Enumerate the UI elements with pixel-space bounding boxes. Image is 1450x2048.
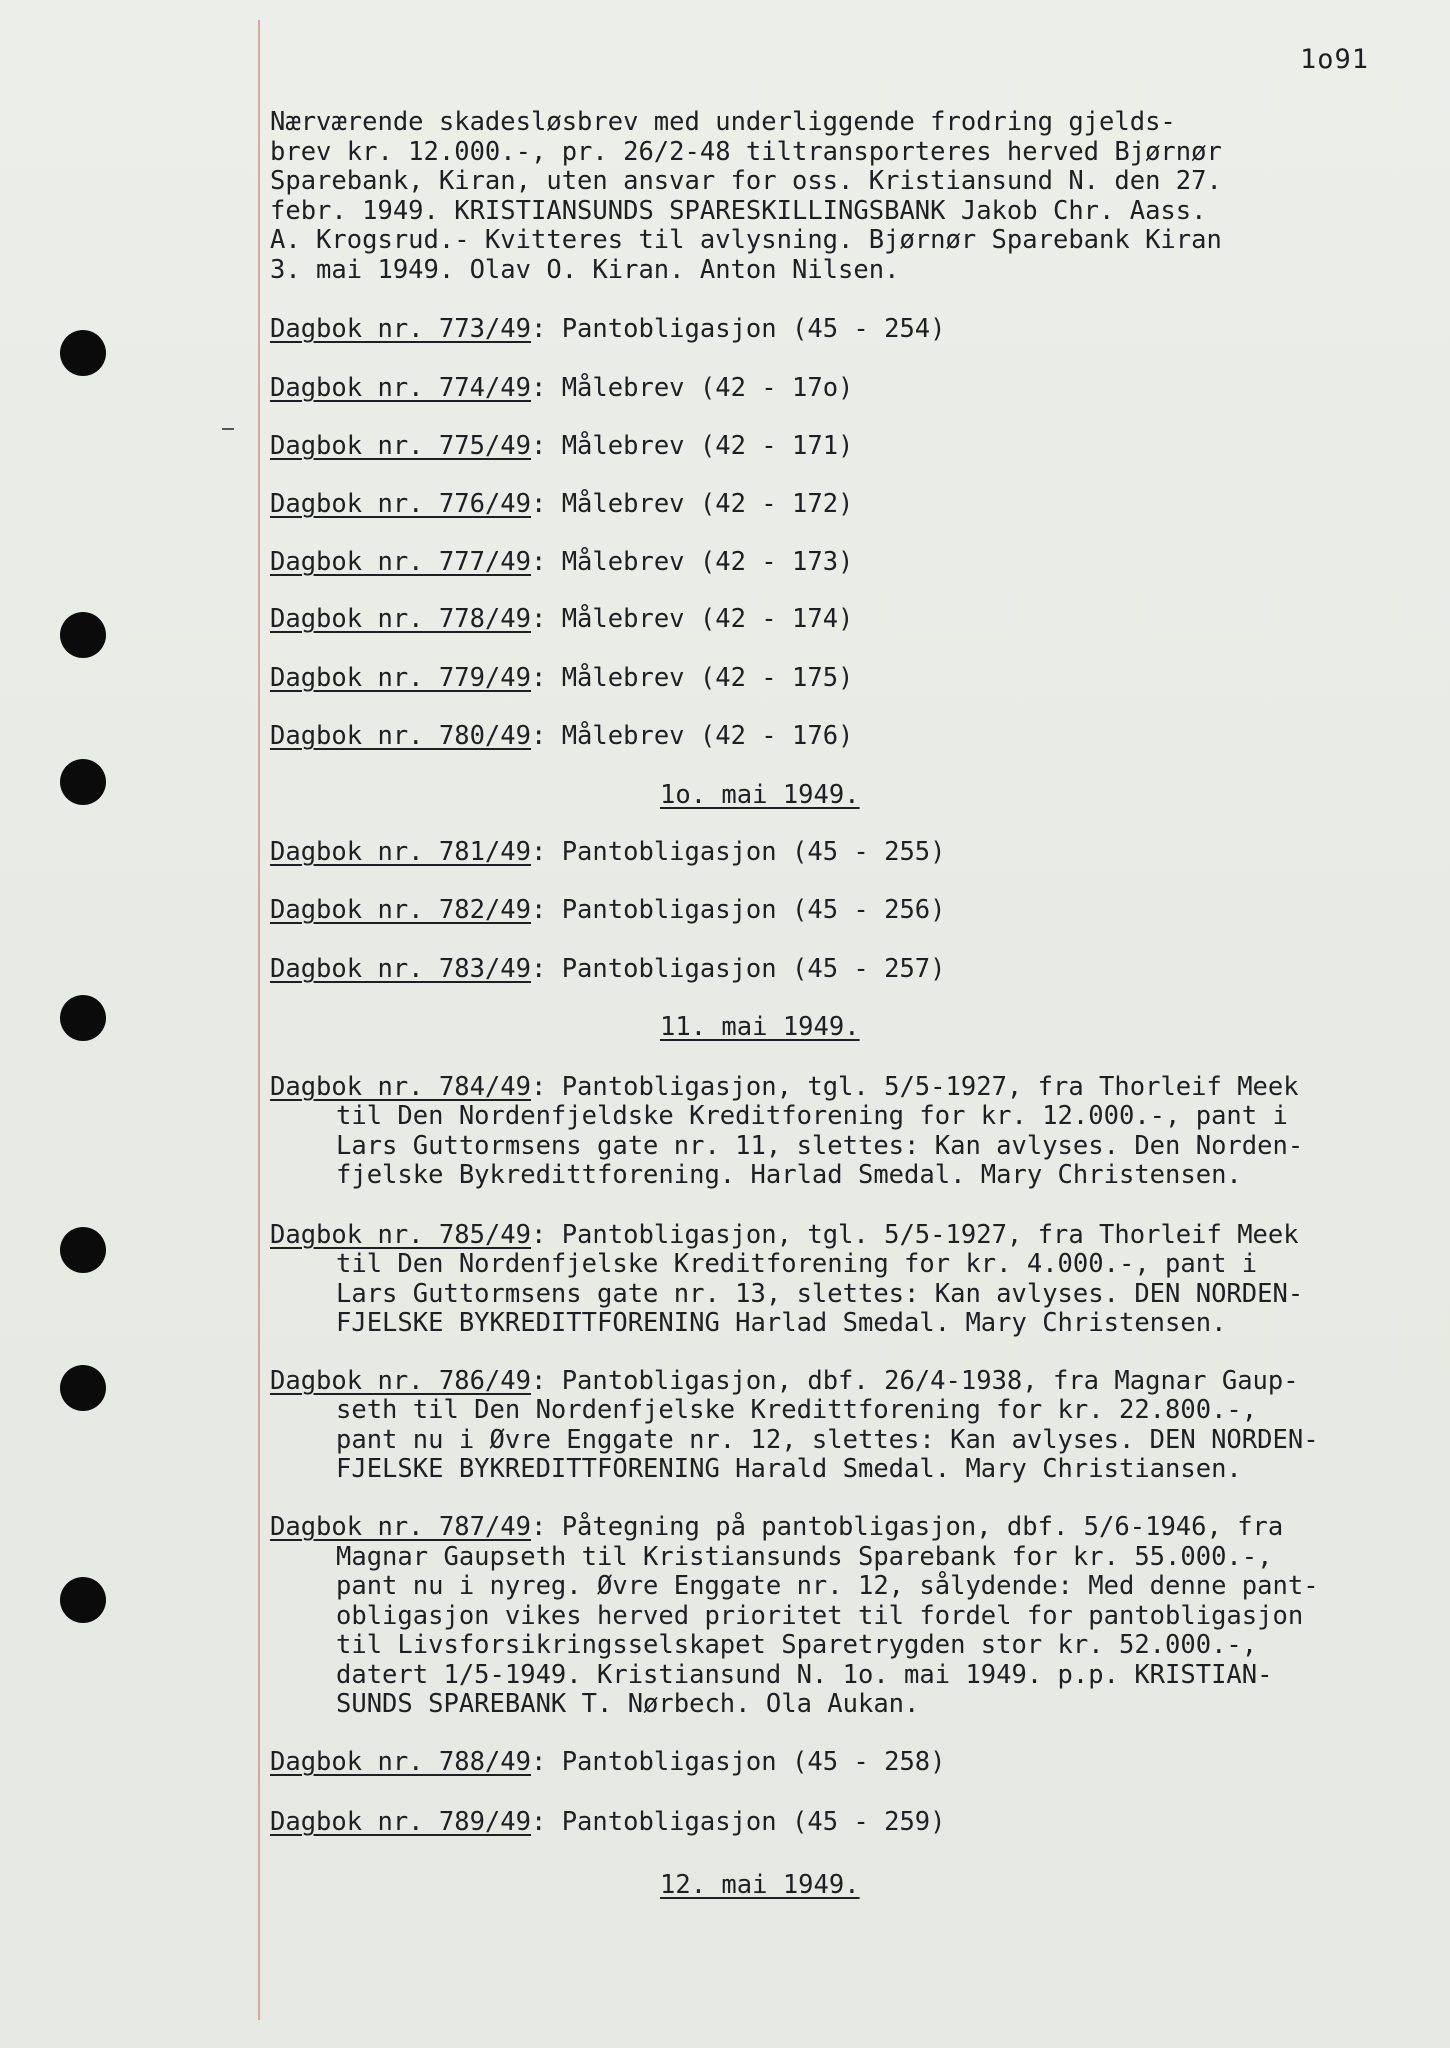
entry-line: til Livsforsikringsselskapet Sparetrygden stor kr. 52.000.-, (336, 1630, 1258, 1660)
entry-line: Magnar Gaupseth til Kristiansunds Sparebank for kr. 55.000.-, (336, 1542, 1273, 1572)
intro-line: 3. mai 1949. Olav O. Kiran. Anton Nilsen. (270, 255, 900, 285)
entry-text: : Pantobligasjon, tgl. 5/5-1927, fra Thorleif Meek (531, 1220, 1299, 1250)
entry-786 (270, 1367, 1299, 1397)
entry-label: Dagbok nr. 788/49 (270, 1747, 531, 1777)
entry-label: Dagbok nr. 781/49 (270, 837, 531, 867)
punch-hole (60, 330, 106, 376)
punch-hole (60, 759, 106, 805)
entry-text: : Pantobligasjon (45 - 255) (531, 837, 946, 867)
entry-776 (270, 490, 853, 520)
punch-hole (60, 1227, 106, 1273)
entry-line: pant nu i Øvre Enggate nr. 12, slettes: Kan avlyses. DEN NORDEN- (336, 1425, 1319, 1455)
entry-779 (270, 664, 853, 694)
entry-text: : Målebrev (42 - 172) (531, 489, 854, 519)
entry-788 (270, 1748, 946, 1778)
entry-label: Dagbok nr. 774/49 (270, 373, 531, 403)
entry-780 (270, 722, 853, 752)
entry-line: FJELSKE BYKREDITTFORENING Harald Smedal. Mary Christiansen. (336, 1454, 1242, 1484)
entry-line: FJELSKE BYKREDITTFORENING Harlad Smedal. Mary Christensen. (336, 1308, 1227, 1338)
date-heading: 1o. mai 1949. (660, 780, 860, 810)
entry-line: fjelske Bykredittforening. Harlad Smedal. Mary Christensen. (336, 1160, 1242, 1190)
entry-label: Dagbok nr. 777/49 (270, 547, 531, 577)
entry-text: : Pantobligasjon, tgl. 5/5-1927, fra Thorleif Meek (531, 1072, 1299, 1102)
entry-line: til Den Nordenfjeldske Kreditforening for kr. 12.000.-, pant i (336, 1101, 1288, 1131)
entry-line: pant nu i nyreg. Øvre Enggate nr. 12, sålydende: Med denne pant- (336, 1571, 1319, 1601)
margin-rule (258, 20, 260, 2020)
intro-line: A. Krogsrud.- Kvitteres til avlysning. Bjørnør Sparebank Kiran (270, 225, 1222, 255)
entry-label: Dagbok nr. 783/49 (270, 954, 531, 984)
entry-line: Lars Guttormsens gate nr. 13, slettes: Kan avlyses. DEN NORDEN- (336, 1279, 1304, 1309)
entry-784 (270, 1073, 1299, 1103)
entry-787 (270, 1513, 1283, 1543)
intro-line: Sparebank, Kiran, uten ansvar for oss. Kristiansund N. den 27. (270, 166, 1222, 196)
entry-text: : Påtegning på pantobligasjon, dbf. 5/6-1946, fra (531, 1512, 1284, 1542)
entry-label: Dagbok nr. 789/49 (270, 1807, 531, 1837)
entry-line: Lars Guttormsens gate nr. 11, slettes: Kan avlyses. Den Norden- (336, 1131, 1304, 1161)
entry-text: : Pantobligasjon (45 - 259) (531, 1807, 946, 1837)
intro-line: Nærværende skadesløsbrev med underliggende frodring gjelds- (270, 107, 1176, 137)
entry-781 (270, 838, 946, 868)
entry-775 (270, 432, 853, 462)
entry-label: Dagbok nr. 776/49 (270, 489, 531, 519)
page-number: 1o91 (1300, 44, 1370, 75)
entry-text: : Målebrev (42 - 175) (531, 663, 854, 693)
entry-777 (270, 548, 853, 578)
entry-text: : Pantobligasjon (45 - 256) (531, 895, 946, 925)
entry-773 (270, 315, 946, 345)
entry-text: : Pantobligasjon (45 - 254) (531, 314, 946, 344)
punch-hole (60, 1365, 106, 1411)
entry-label: Dagbok nr. 785/49 (270, 1220, 531, 1250)
entry-label: Dagbok nr. 773/49 (270, 314, 531, 344)
entry-774 (270, 374, 853, 404)
entry-text: : Målebrev (42 - 17o) (531, 373, 854, 403)
intro-line: brev kr. 12.000.-, pr. 26/2-48 tiltransporteres herved Bjørnør (270, 137, 1222, 167)
entry-text: : Pantobligasjon (45 - 258) (531, 1747, 946, 1777)
date-heading: 12. mai 1949. (660, 1870, 860, 1900)
punch-hole (60, 995, 106, 1041)
entry-text: : Målebrev (42 - 171) (531, 431, 854, 461)
margin-tick (222, 428, 234, 430)
entry-text: : Målebrev (42 - 173) (531, 547, 854, 577)
entry-label: Dagbok nr. 784/49 (270, 1072, 531, 1102)
punch-hole (60, 612, 106, 658)
entry-line: obligasjon vikes herved prioritet til fordel for pantobligasjon (336, 1601, 1304, 1631)
entry-789 (270, 1808, 946, 1838)
entry-line: seth til Den Nordenfjelske Kredittforening for kr. 22.800.-, (336, 1395, 1258, 1425)
entry-text: : Målebrev (42 - 176) (531, 721, 854, 751)
entry-label: Dagbok nr. 786/49 (270, 1366, 531, 1396)
date-heading: 11. mai 1949. (660, 1012, 860, 1042)
entry-785 (270, 1221, 1299, 1251)
entry-label: Dagbok nr. 787/49 (270, 1512, 531, 1542)
intro-line: febr. 1949. KRISTIANSUNDS SPARESKILLINGSBANK Jakob Chr. Aass. (270, 196, 1207, 226)
entry-line: til Den Nordenfjelske Kreditforening for kr. 4.000.-, pant i (336, 1249, 1258, 1279)
entry-783 (270, 955, 946, 985)
entry-text: : Pantobligasjon (45 - 257) (531, 954, 946, 984)
entry-label: Dagbok nr. 782/49 (270, 895, 531, 925)
entry-line: datert 1/5-1949. Kristiansund N. 1o. mai 1949. p.p. KRISTIAN- (336, 1660, 1273, 1690)
entry-text: : Målebrev (42 - 174) (531, 604, 854, 634)
entry-line: SUNDS SPAREBANK T. Nørbech. Ola Aukan. (336, 1689, 920, 1719)
entry-782 (270, 896, 946, 926)
entry-label: Dagbok nr. 779/49 (270, 663, 531, 693)
entry-778 (270, 605, 853, 635)
entry-text: : Pantobligasjon, dbf. 26/4-1938, fra Magnar Gaup- (531, 1366, 1299, 1396)
entry-label: Dagbok nr. 775/49 (270, 431, 531, 461)
punch-hole (60, 1577, 106, 1623)
entry-label: Dagbok nr. 778/49 (270, 604, 531, 634)
entry-label: Dagbok nr. 780/49 (270, 721, 531, 751)
